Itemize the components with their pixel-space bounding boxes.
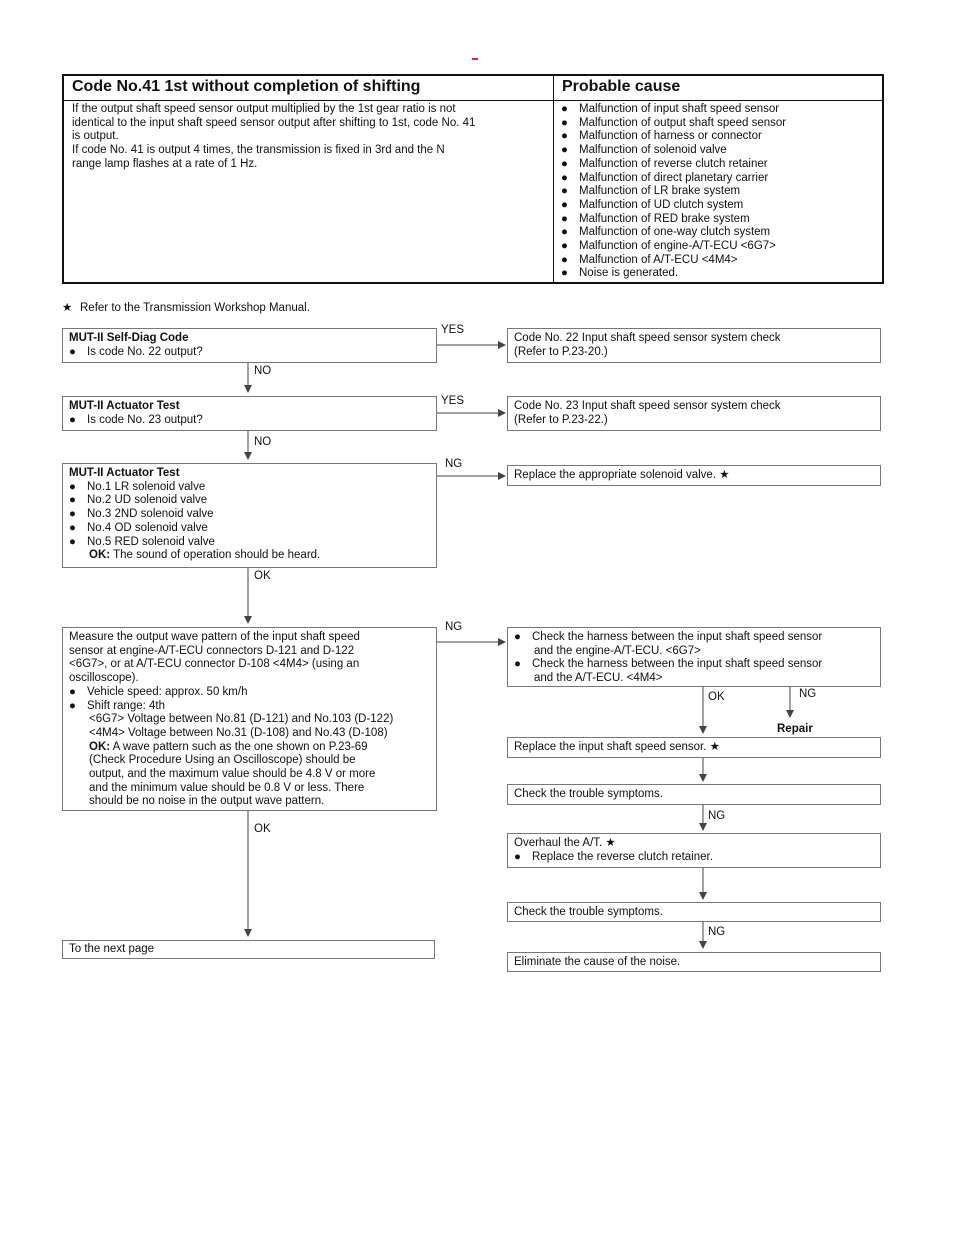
- description-line: If code No. 41 is output 4 times, the transmission is fixed in 3rd and the N: [72, 144, 445, 157]
- bullet-icon: ●: [561, 226, 568, 239]
- ok-criteria: OK: The sound of operation should be heard.: [89, 549, 321, 562]
- bullet-icon: ●: [561, 198, 568, 211]
- bullet-icon: ●: [69, 480, 76, 493]
- list-item: ● Noise is generated.: [561, 267, 679, 280]
- replace-sensor-box: Replace the input shaft speed sensor. ★: [507, 737, 881, 758]
- list-item: ● Malfunction of A/T-ECU <4M4>: [561, 253, 738, 266]
- label-no: NO: [254, 436, 272, 448]
- bullet-icon: ●: [514, 850, 521, 863]
- list-item: ● No.4 OD solenoid valve: [69, 521, 208, 534]
- list-item: ● Malfunction of output shaft speed sensor: [561, 116, 787, 129]
- list-item: ● Is code No. 23 output?: [69, 413, 203, 426]
- bullet-icon: ●: [69, 699, 76, 712]
- bullet-icon: ●: [561, 130, 568, 143]
- step-self-diag-code: [62, 328, 437, 363]
- list-item: ● Malfunction of direct planetary carrier: [561, 171, 769, 184]
- check-symptoms-box: Check the trouble symptoms.: [507, 784, 881, 805]
- star-icon: ★: [62, 302, 73, 314]
- label-ng: NG: [445, 621, 463, 633]
- list-item: ● No.3 2ND solenoid valve: [69, 508, 214, 521]
- bullet-icon: ●: [561, 212, 568, 225]
- repair-label: Repair: [777, 723, 813, 735]
- table-header-cause: Probable cause: [562, 78, 681, 95]
- check-symptoms-box-2: Check the trouble symptoms.: [507, 902, 881, 922]
- bullet-icon: ●: [514, 631, 521, 643]
- bullet-icon: ●: [514, 658, 521, 671]
- code-23-check-box: Code No. 23 Input shaft speed sensor system check (Refer to P.23-22.): [507, 396, 881, 431]
- bullet-icon: ●: [561, 157, 568, 170]
- label-ng: NG: [799, 688, 817, 700]
- bullet-icon: ●: [69, 413, 76, 426]
- description-line: identical to the input shaft speed sensor output after shifting to 1st, code No. 41: [72, 116, 476, 129]
- table-header-code: Code No.41 1st without completion of shifting: [72, 78, 421, 95]
- list-item: ● Malfunction of input shaft speed sensor: [561, 103, 780, 115]
- check-harness-box: ● Check the harness between the input shaft speed sensor and the engine-A/T-ECU. <6G7> ● Check the harness between the input shaft speed sensor and the A/T-ECU. <4M4>: [507, 627, 881, 687]
- list-item: ● Check the harness between the input shaft speed sensor: [514, 658, 823, 671]
- list-item: ● Replace the reverse clutch retainer.: [514, 850, 713, 863]
- bullet-icon: ●: [69, 521, 76, 534]
- list-item: ● Malfunction of RED brake system: [561, 212, 750, 225]
- label-ng: NG: [708, 926, 726, 938]
- bullet-icon: ●: [561, 171, 568, 184]
- list-item: ● Malfunction of harness or connector: [561, 130, 762, 143]
- step-actuator-test-solenoids: [62, 463, 437, 568]
- bullet-icon: ●: [561, 267, 568, 280]
- bullet-icon: ●: [561, 116, 568, 129]
- bullet-icon: ●: [69, 345, 76, 358]
- list-item: ● Is code No. 22 output?: [69, 345, 203, 358]
- label-ok: OK: [254, 823, 271, 835]
- list-item: ● Malfunction of LR brake system: [561, 185, 741, 198]
- next-page-box: To the next page: [62, 940, 435, 959]
- description-line: If the output shaft speed sensor output multiplied by the 1st gear ratio is not: [72, 103, 456, 115]
- step-title: MUT-II Self-Diag Code: [69, 332, 189, 344]
- list-item: ● Shift range: 4th: [69, 699, 165, 712]
- bullet-icon: ●: [561, 144, 568, 157]
- label-no: NO: [254, 365, 272, 377]
- list-item: ● No.2 UD solenoid valve: [69, 494, 208, 507]
- list-item: ● Malfunction of one-way clutch system: [561, 226, 771, 239]
- step-title: MUT-II Actuator Test: [69, 467, 180, 479]
- note-text: Refer to the Transmission Workshop Manual.: [80, 302, 310, 314]
- list-item: ● Check the harness between the input shaft speed sensor: [514, 631, 823, 643]
- description-line: is output.: [72, 130, 119, 143]
- bullet-icon: ●: [561, 240, 568, 253]
- step-title: MUT-II Actuator Test: [69, 400, 180, 412]
- label-yes: YES: [441, 324, 465, 336]
- step-measure-wave-pattern: Measure the output wave pattern of the input shaft speed sensor at engine-A/T-ECU connectors D-121 and D-122 <6G7>, or at A/T-ECU connector D-108 <4M4> (using an oscilloscope). ● Vehicle speed: approx. 50 km/h ● Shift range: 4th <6G7> Voltage between No.81 (D-121) and No.103 (D-122) <4M4> Voltage between No.31 (D-108) and No.43 (D-108) OK: A wave pattern such as the one shown on P.23-69 (Check Procedure Using an Oscilloscope) should be output, and the maximum value should be 4.8 V or more and the minimum value should be 0.8 V or less. There should be no noise in the output wave pattern.: [62, 627, 437, 811]
- replace-solenoid-box: Replace the appropriate solenoid valve. ★: [507, 465, 881, 486]
- list-item: ● No.5 RED solenoid valve: [69, 535, 215, 548]
- label-ok: OK: [708, 691, 725, 703]
- bullet-icon: ●: [561, 103, 568, 115]
- list-item: ● No.1 LR solenoid valve: [69, 480, 206, 493]
- label-yes: YES: [441, 395, 465, 407]
- code-22-check-box: Code No. 22 Input shaft speed sensor system check (Refer to P.23-20.): [507, 328, 881, 363]
- bullet-icon: ●: [69, 685, 76, 698]
- label-ng: NG: [708, 810, 726, 822]
- bullet-icon: ●: [69, 494, 76, 507]
- description-line: range lamp flashes at a rate of 1 Hz.: [72, 157, 258, 170]
- bullet-icon: ●: [561, 185, 568, 198]
- list-item: ● Malfunction of engine-A/T-ECU <6G7>: [561, 240, 776, 253]
- list-item: ● Malfunction of UD clutch system: [561, 198, 744, 211]
- list-item: ● Malfunction of reverse clutch retainer: [561, 157, 768, 170]
- label-ng: NG: [445, 458, 463, 470]
- list-item: ● Malfunction of solenoid valve: [561, 144, 727, 157]
- list-item: ● Vehicle speed: approx. 50 km/h: [69, 685, 248, 698]
- bullet-icon: ●: [561, 253, 568, 266]
- step-actuator-test-code23: [62, 396, 437, 431]
- bullet-icon: ●: [69, 535, 76, 548]
- label-ok: OK: [254, 570, 271, 582]
- ok-criteria: OK: A wave pattern such as the one shown on P.23-69: [89, 740, 368, 753]
- overhaul-box: Overhaul the A/T. ★ ● Replace the reverse clutch retainer.: [507, 833, 881, 868]
- eliminate-noise-box: Eliminate the cause of the noise.: [507, 952, 881, 972]
- bullet-icon: ●: [69, 508, 76, 521]
